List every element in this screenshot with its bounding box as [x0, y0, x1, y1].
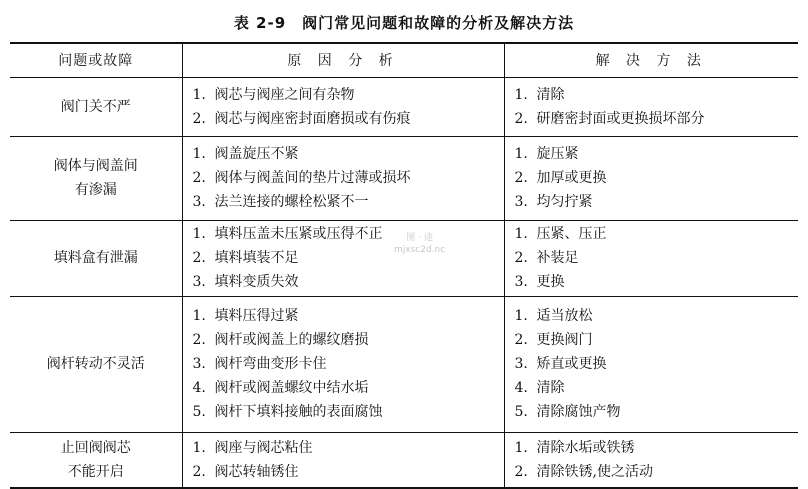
cause-item [193, 142, 504, 166]
solution-cell [504, 77, 798, 136]
item-number: 1. [192, 439, 206, 456]
item-number: 1. [514, 439, 528, 456]
item-text: 旋压紧 [536, 146, 579, 162]
item-text: 压紧、压正 [536, 226, 607, 242]
issue-cell [10, 296, 182, 432]
item-text: 阀芯转轴锈住 [214, 463, 299, 480]
item-text: 清除 [536, 86, 565, 103]
issue-line: 填料盒有泄漏 [53, 250, 138, 266]
cause-item [193, 83, 504, 107]
item-number: 1. [192, 146, 206, 162]
watermark [394, 232, 445, 256]
item-text: 填料变质失效 [214, 274, 299, 290]
item-text: 阀杆或阀盖上的螺纹磨损 [214, 332, 369, 348]
solution-item [515, 352, 799, 376]
item-number: 2. [514, 110, 528, 127]
table-row [10, 136, 798, 220]
issue-cell [10, 136, 182, 220]
solution-item [515, 460, 799, 484]
item-text: 阀芯与阀座之间有杂物 [214, 86, 355, 103]
cause-item [193, 328, 504, 352]
column-header-issue: 问题或故障 [10, 43, 182, 77]
item-text: 阀杆下填料接触的表面腐蚀 [214, 404, 383, 420]
issue-cell [10, 432, 182, 488]
cause-item [193, 376, 504, 400]
item-text: 法兰连接的螺栓松紧不一 [214, 194, 369, 210]
solution-item [515, 190, 799, 214]
item-text: 填料填装不足 [214, 250, 299, 266]
item-number: 3. [192, 274, 206, 290]
solution-item [515, 304, 799, 328]
item-number: 2. [192, 332, 206, 348]
table-title: 阀门常见问题和故障的分析及解决方法 [302, 14, 575, 32]
item-text: 填料压得过紧 [214, 308, 299, 324]
item-text: 适当放松 [536, 308, 593, 324]
cause-cell [182, 432, 504, 488]
table-row [10, 77, 798, 136]
item-number: 1. [514, 86, 528, 103]
item-number: 2. [514, 463, 528, 480]
item-text: 阀芯与阀座密封面磨损或有伤痕 [214, 110, 411, 127]
cause-cell [182, 77, 504, 136]
item-number: 2. [192, 170, 206, 186]
issue-line: 有渗漏 [74, 182, 117, 198]
table-number: 表 2-9 [233, 14, 287, 32]
cause-item [193, 460, 504, 484]
issue-line: 阀体与阀盖间 [53, 158, 138, 174]
solution-cell [504, 220, 798, 296]
solution-cell [504, 136, 798, 220]
item-number: 3. [192, 356, 206, 372]
solution-cell [504, 296, 798, 432]
item-number: 1. [514, 146, 528, 162]
item-text: 矫直或更换 [536, 356, 607, 372]
cause-cell [182, 136, 504, 220]
item-text: 填料压盖未压紧或压得不正 [214, 226, 383, 242]
solution-item [515, 222, 799, 246]
item-number: 5. [192, 404, 206, 420]
cause-item [193, 190, 504, 214]
item-text: 更换 [536, 274, 565, 290]
item-text: 阀盖旋压不紧 [214, 146, 299, 162]
cause-item [193, 400, 504, 424]
cause-item [193, 304, 504, 328]
table-row [10, 432, 798, 488]
issue-line: 阀门关不严 [60, 98, 131, 115]
cause-item [193, 436, 504, 460]
issue-line: 不能开启 [67, 463, 124, 480]
item-text: 阀体与阀盖间的垫片过薄或损坏 [214, 170, 411, 186]
item-number: 2. [514, 332, 528, 348]
issue-cell [10, 77, 182, 136]
item-number: 1. [192, 308, 206, 324]
cause-item [193, 246, 504, 270]
solution-item [515, 166, 799, 190]
cause-item [193, 270, 504, 294]
cause-cell [182, 220, 504, 296]
item-number: 1. [192, 226, 206, 242]
cause-item [193, 352, 504, 376]
solution-item [515, 436, 799, 460]
item-text: 清除腐蚀产物 [536, 404, 621, 420]
solution-item [515, 246, 799, 270]
solution-item [515, 328, 799, 352]
solution-item [515, 270, 799, 294]
item-text: 阀杆弯曲变形卡住 [214, 356, 327, 372]
item-number: 1. [192, 86, 206, 103]
item-text: 研磨密封面或更换损坏部分 [536, 110, 705, 127]
column-header-solution: 解 决 方 法 [504, 43, 798, 77]
item-text: 清除铁锈,使之活动 [536, 463, 653, 480]
item-number: 1. [514, 308, 528, 324]
solution-item [515, 107, 799, 131]
solution-item [515, 400, 799, 424]
item-number: 3. [514, 356, 528, 372]
solution-item [515, 83, 799, 107]
valve-fault-table [10, 42, 798, 489]
item-text: 更换阀门 [536, 332, 593, 348]
item-number: 2. [514, 250, 528, 266]
watermark-line: mjxsc2d.nc [394, 245, 446, 255]
issue-line: 止回阀阀芯 [60, 439, 131, 456]
item-number: 2. [192, 110, 206, 127]
item-number: 2. [192, 463, 206, 480]
item-text: 清除 [536, 380, 565, 396]
item-number: 5. [514, 404, 528, 420]
issue-cell [10, 220, 182, 296]
cause-cell [182, 296, 504, 432]
item-number: 2. [514, 170, 528, 186]
item-text: 阀座与阀芯粘住 [214, 439, 313, 456]
item-number: 2. [192, 250, 206, 266]
item-number: 4. [192, 380, 206, 396]
cause-item [193, 222, 504, 246]
item-text: 清除水垢或铁锈 [536, 439, 635, 456]
item-text: 均匀拧紧 [536, 194, 593, 210]
solution-item [515, 142, 799, 166]
watermark-line: 图 · 途 [406, 233, 433, 243]
header-row [10, 43, 798, 77]
issue-line: 阀杆转动不灵活 [46, 356, 145, 372]
cause-item [193, 166, 504, 190]
item-text: 加厚或更换 [536, 170, 607, 186]
table-row [10, 296, 798, 432]
item-text: 阀杆或阀盖螺纹中结水垢 [214, 380, 369, 396]
item-number: 3. [514, 194, 528, 210]
solution-cell [504, 432, 798, 488]
column-header-cause: 原 因 分 析 [182, 43, 504, 77]
item-number: 4. [514, 380, 528, 396]
solution-item [515, 376, 799, 400]
item-number: 1. [514, 226, 528, 242]
item-number: 3. [192, 194, 206, 210]
item-text: 补装足 [536, 250, 579, 266]
table-caption [0, 12, 808, 33]
item-number: 3. [514, 274, 528, 290]
cause-item [193, 107, 504, 131]
